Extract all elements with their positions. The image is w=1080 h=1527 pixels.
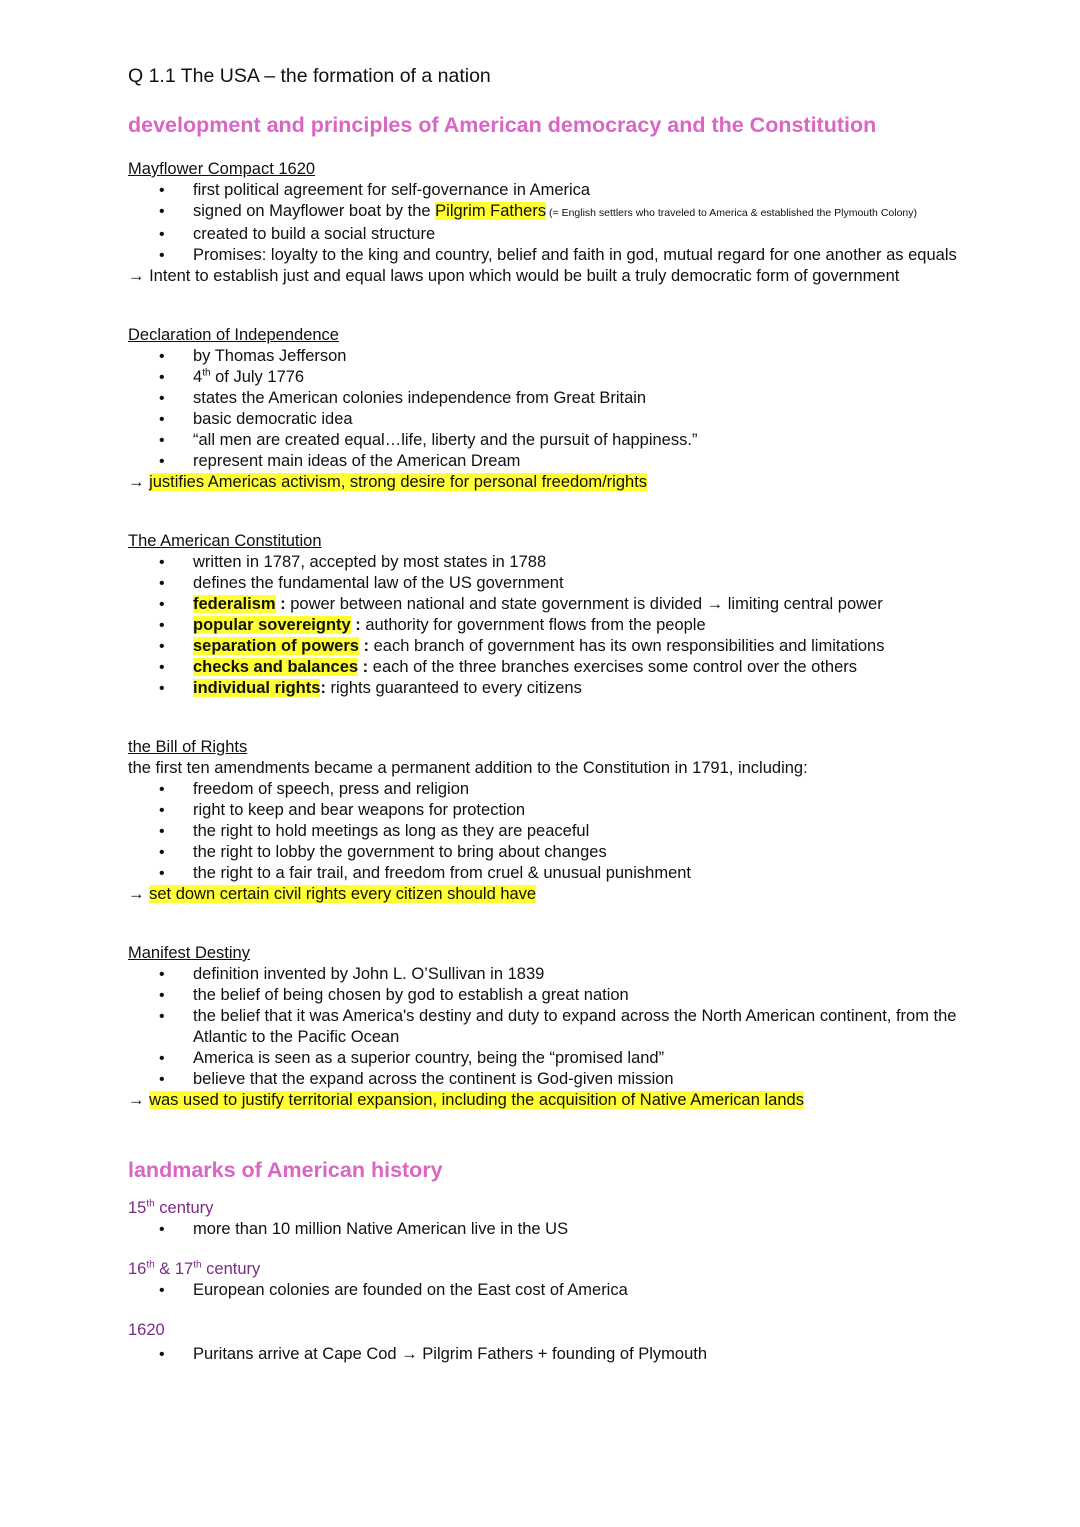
arrow-icon: → [128, 473, 145, 491]
landmark-15th-list [128, 1219, 958, 1240]
section-heading-landmarks: landmarks of American history [128, 1158, 443, 1182]
manifest-conclusion [128, 1090, 958, 1111]
term-federalism: federalism [193, 595, 276, 613]
declaration-list [128, 346, 958, 472]
bill-heading: the Bill of Rights [128, 738, 248, 756]
bullet-icon: • [159, 182, 165, 199]
list-item: • separation of powers : each branch of government has its own responsibilities and limitations [159, 637, 885, 655]
list-item: • Puritans arrive at Cape Cod → Pilgrim Fathers + founding of Plymouth [159, 1345, 708, 1363]
bullet-icon: • [159, 823, 165, 840]
list-item: • first political agreement for self-governance in America [159, 181, 591, 199]
bullet-icon: • [159, 411, 165, 428]
term-separation-of-powers: separation of powers [193, 637, 359, 655]
bullet-icon: • [159, 1071, 165, 1088]
list-item: • believe that the expand across the continent is God-given mission [159, 1070, 674, 1088]
list-item: • freedom of speech, press and religion [159, 780, 470, 798]
landmark-1620: 1620 [128, 1321, 165, 1339]
mayflower-heading: Mayflower Compact 1620 [128, 160, 316, 178]
landmark-15th-century: 15th century [128, 1198, 214, 1217]
bullet-icon: • [159, 369, 165, 386]
bullet-icon: • [159, 575, 165, 592]
bullet-icon: • [159, 1346, 165, 1363]
bullet-icon: • [159, 802, 165, 819]
list-item: • federalism : power between national and state government is divided → limiting central power [159, 595, 883, 613]
arrow-icon: → [128, 885, 145, 903]
mayflower-conclusion: → Intent to establish just and equal laws upon which would be built a truly democratic form of government [128, 267, 900, 285]
list-item: • the belief of being chosen by god to establish a great nation [159, 986, 629, 1004]
bullet-icon: • [159, 781, 165, 798]
bullet-icon: • [159, 247, 165, 264]
bullet-icon: • [159, 1008, 165, 1025]
bullet-icon: • [159, 348, 165, 365]
bullet-icon: • [159, 226, 165, 243]
bullet-icon: • [159, 453, 165, 470]
arrow-icon: → [128, 267, 145, 285]
bullet-icon: • [159, 987, 165, 1004]
list-item: • right to keep and bear weapons for protection [159, 801, 526, 819]
list-item: • more than 10 million Native American live in the US [159, 1220, 569, 1238]
declaration-conclusion [128, 472, 958, 493]
list-item: • signed on Mayflower boat by the Pilgrim Fathers (= English settlers who traveled to America & established the Plymouth Colony) [159, 202, 917, 220]
list-item: • popular sovereignty : authority for government flows from the people [159, 616, 706, 634]
list-item: • definition invented by John L. O’Sullivan in 1839 [159, 965, 545, 983]
document-page [128, 62, 958, 1365]
list-item: • the right to lobby the government to bring about changes [159, 843, 607, 861]
constitution-heading: The American Constitution [128, 532, 322, 550]
list-item: • 4th of July 1776 [159, 367, 305, 386]
declaration-heading: Declaration of Independence [128, 326, 339, 344]
list-item: • basic democratic idea [159, 410, 353, 428]
bill-list [128, 779, 958, 884]
bullet-icon: • [159, 659, 165, 676]
bullet-icon: • [159, 966, 165, 983]
list-item: • Promises: loyalty to the king and country, belief and faith in god, mutual regard for one another as equals [159, 246, 957, 264]
list-item: • defines the fundamental law of the US government [159, 574, 564, 592]
bullet-icon: • [159, 203, 165, 220]
term-individual-rights: individual rights [193, 679, 321, 697]
list-item: • “all men are created equal…life, liberty and the pursuit of happiness.” [159, 431, 698, 449]
bullet-icon: • [159, 844, 165, 861]
bullet-icon: • [159, 1050, 165, 1067]
list-item: • written in 1787, accepted by most states in 1788 [159, 553, 547, 571]
bill-conclusion [128, 884, 958, 905]
list-item: • represent main ideas of the American Dream [159, 452, 521, 470]
bullet-icon: • [159, 638, 165, 655]
list-item: • America is seen as a superior country, being the “promised land” [159, 1049, 665, 1067]
bullet-icon: • [159, 554, 165, 571]
highlight: was used to justify territorial expansion, including the acquisition of Native American lands [149, 1091, 804, 1109]
highlight: set down certain civil rights every citizen should have [149, 885, 537, 903]
constitution-list [128, 552, 958, 699]
highlight: Pilgrim Fathers [435, 202, 547, 220]
list-item: • the right to hold meetings as long as they are peaceful [159, 822, 590, 840]
landmark-1620-list [128, 1344, 958, 1365]
list-item: • created to build a social structure [159, 225, 436, 243]
manifest-list [128, 964, 958, 1090]
term-checks-and-balances: checks and balances [193, 658, 359, 676]
list-item: • checks and balances : each of the three branches exercises some control over the others [159, 658, 858, 676]
bullet-icon: • [159, 432, 165, 449]
list-item: • by Thomas Jefferson [159, 347, 347, 365]
bullet-icon: • [159, 596, 165, 613]
bullet-icon: • [159, 680, 165, 697]
bullet-icon: • [159, 390, 165, 407]
bill-intro: the first ten amendments became a permanent addition to the Constitution in 1791, including: [128, 759, 808, 777]
term-popular-sovereignty: popular sovereignty [193, 616, 351, 634]
highlight: justifies Americas activism, strong desire for personal freedom/rights [149, 473, 648, 491]
bullet-icon: • [159, 617, 165, 634]
manifest-heading: Manifest Destiny [128, 944, 250, 962]
bullet-icon: • [159, 1282, 165, 1299]
section-heading-democracy: development and principles of American democracy and the Constitution [128, 113, 877, 137]
list-item: • the right to a fair trail, and freedom from cruel & unusual punishment [159, 864, 692, 882]
list-item: • individual rights: rights guaranteed to every citizens [159, 679, 582, 697]
document-title: Q 1.1 The USA – the formation of a nation [128, 65, 491, 87]
list-item: • European colonies are founded on the East cost of America [159, 1281, 628, 1299]
landmark-16th-list [128, 1280, 958, 1301]
arrow-icon: → [128, 1091, 145, 1109]
mayflower-list [128, 180, 958, 266]
footnote: (= English settlers who traveled to America & established the Plymouth Colony) [546, 207, 917, 219]
landmark-16th-17th-century: 16th & 17th century [128, 1259, 261, 1278]
list-item: • the belief that it was America's destiny and duty to expand across the North American continent, from the Atlantic to the Pacific Ocean [159, 1007, 957, 1046]
list-item: • states the American colonies independence from Great Britain [159, 389, 647, 407]
bullet-icon: • [159, 865, 165, 882]
bullet-icon: • [159, 1221, 165, 1238]
